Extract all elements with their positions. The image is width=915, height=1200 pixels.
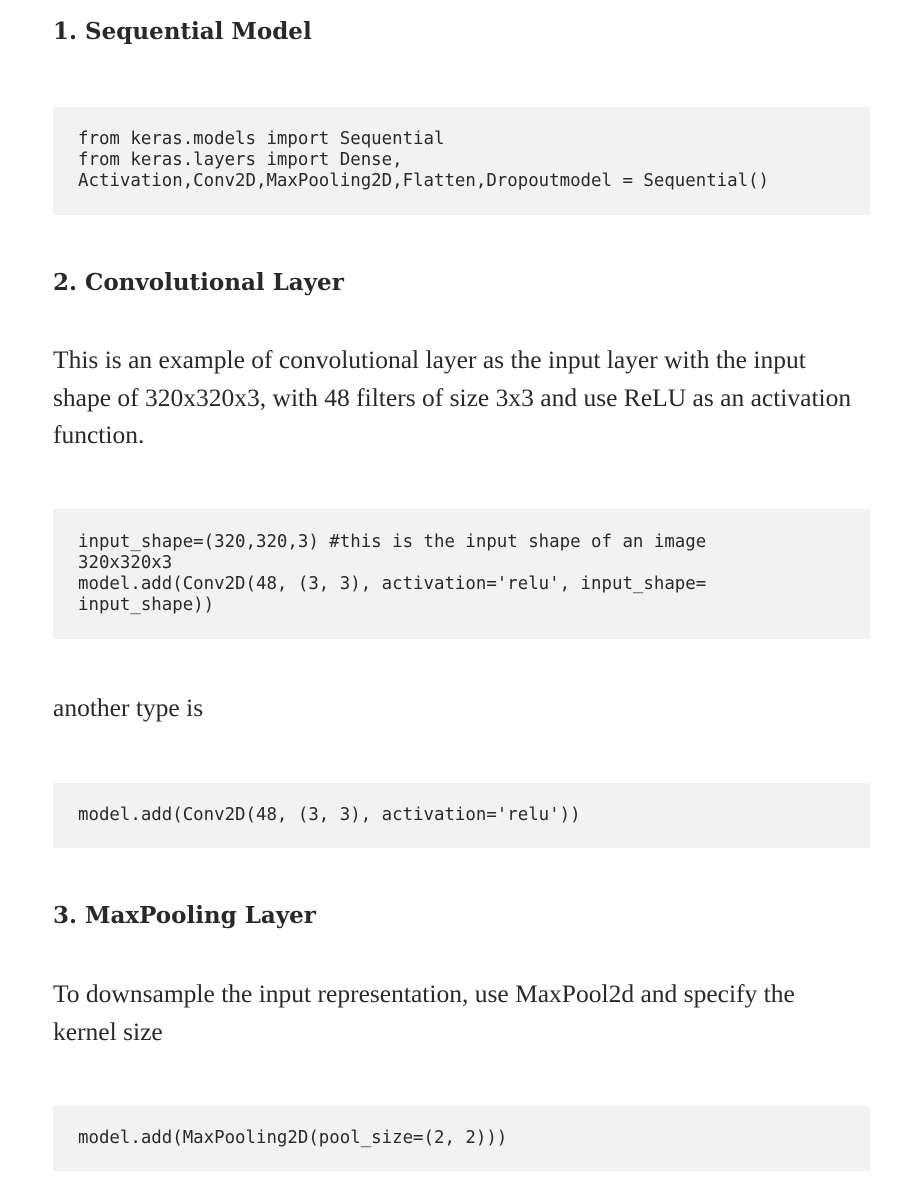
code-text: input_shape=(320,320,3) #this is the input shape of an image 320x320x3 model.add(Conv2D(48, (3, 3), activation='relu', input_shape= input_shape)) [78,532,707,615]
code-block-convolutional-other [53,783,870,848]
paragraph-convolutional-layer: This is an example of convolutional layer as the input layer with the input shape of 320x320x3, with 48 filters of size 3x3 and use ReLU as an activation function. [53,345,852,449]
paragraph-another-type: another type is [53,693,204,722]
code-text: model.add(MaxPooling2D(pool_size=(2, 2))) [78,1128,508,1148]
code-text: model.add(Conv2D(48, (3, 3), activation='relu')) [78,805,581,825]
code-text: from keras.models import Sequential from keras.layers import Dense, Activation,Conv2D,MaxPooling2D,Flatten,Dropoutmodel = Sequential() [78,129,770,191]
section-heading-sequential-model: 1. Sequential Model [53,18,312,45]
code-block-sequential-model [53,107,870,215]
code-block-maxpooling [53,1106,870,1171]
section-heading-maxpooling-layer: 3. MaxPooling Layer [53,902,316,929]
code-block-convolutional-input [53,509,870,639]
section-heading-convolutional-layer: 2. Convolutional Layer [53,269,344,296]
paragraph-maxpooling-layer: To downsample the input representation, use MaxPool2d and specify the kernel size [53,979,795,1046]
